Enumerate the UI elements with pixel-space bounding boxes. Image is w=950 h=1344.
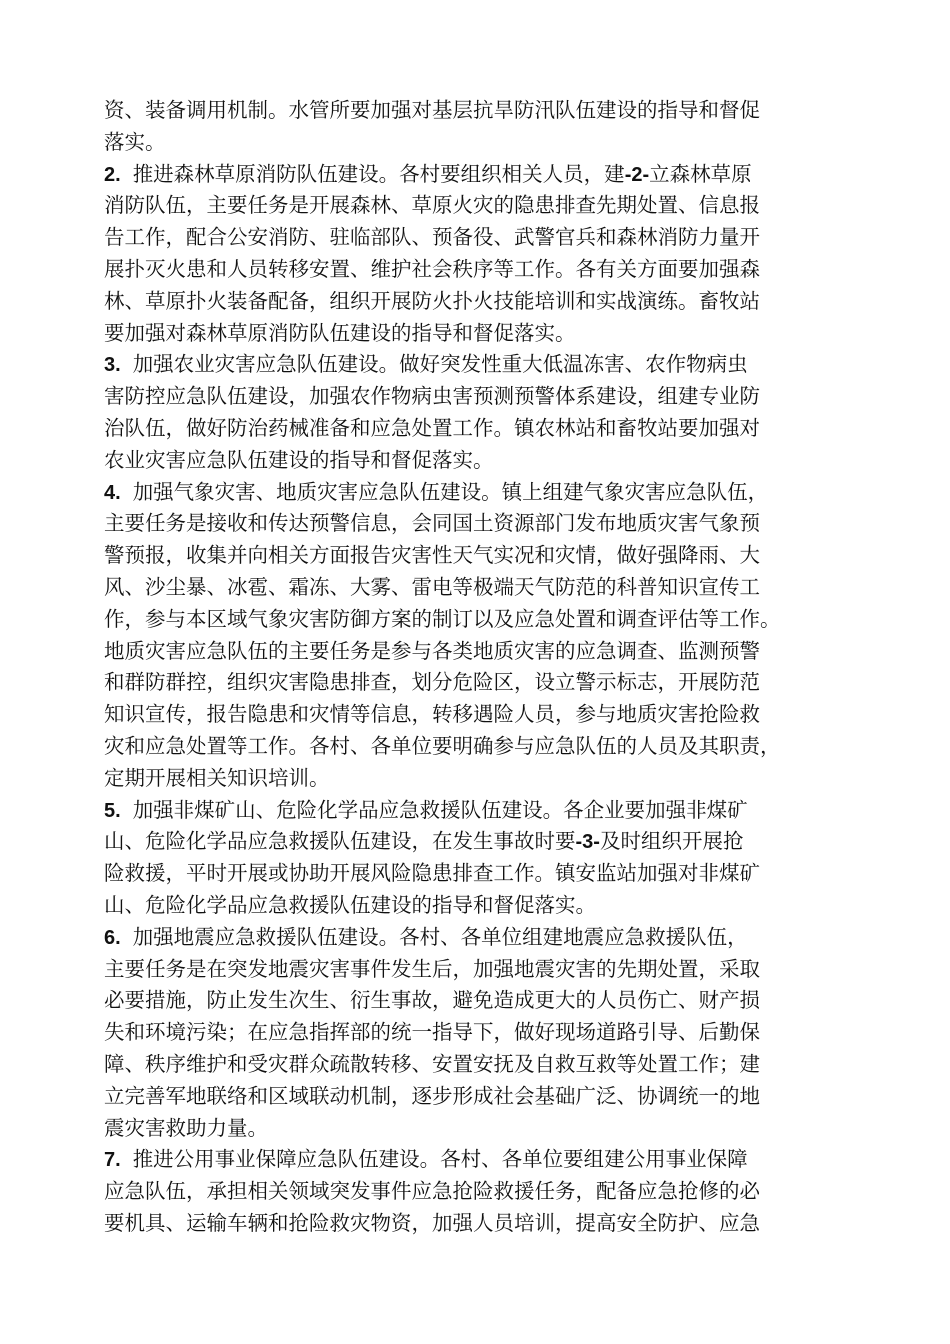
line-text: 应急队伍，承担相关领域突发事件应急抢险救援任务，配备应急抢修的必 <box>104 1179 760 1204</box>
line-text: 农业灾害应急队伍建设的指导和督促落实。 <box>104 447 494 472</box>
text-line <box>104 604 864 636</box>
text-line <box>104 222 864 254</box>
item-number: 5. <box>104 799 121 822</box>
line-text: 加强非煤矿山、危险化学品应急救援队伍建设。各企业要加强非煤矿 <box>132 797 748 822</box>
line-text: 山、危险化学品应急救援队伍建设的指导和督促落实。 <box>104 892 596 917</box>
line-text: 加强农业灾害应急队伍建设。做好突发性重大低温冻害、农作物病虫 <box>132 352 748 377</box>
line-text: 立完善军地联络和区域联动机制，逐步形成社会基础广泛、协调统一的地 <box>104 1083 760 1108</box>
line-text: 治队伍，做好防治药械准备和应急处置工作。镇农林站和畜牧站要加强对 <box>104 415 760 440</box>
text-line <box>104 1176 864 1208</box>
line-text: 主要任务是在突发地震灾害事件发生后，加强地震灾害的先期处置，采取 <box>104 956 760 981</box>
line-text: 落实。 <box>104 129 166 154</box>
text-line <box>104 413 864 445</box>
page-number: -3- <box>575 831 600 854</box>
line-text: 资、装备调用机制。水管所要加强对基层抗旱防汛队伍建设的指导和督促 <box>104 98 760 122</box>
line-text: 和群防群控，组织灾害隐患排查，划分危险区，设立警示标志，开展防范 <box>104 670 760 695</box>
item-number: 4. <box>104 481 121 504</box>
item-number: 6. <box>104 926 121 949</box>
line-text: 山、危险化学品应急救援队伍建设，在发生事故时要 <box>104 829 576 854</box>
line-text: 必要措施，防止发生次生、衍生事故，避免造成更大的人员伤亡、财产损 <box>104 988 760 1013</box>
text-line <box>104 636 864 668</box>
line-text: 作，参与本区域气象灾害防御方案的制订以及应急处置和调查评估等工作。 <box>104 606 781 631</box>
document-body <box>104 95 864 1240</box>
line-text: 警预报，收集并向相关方面报告灾害性天气实况和灾情，做好强降雨、大 <box>104 543 760 568</box>
text-line <box>104 159 864 191</box>
text-line <box>104 540 864 572</box>
line-text: 地质灾害应急队伍的主要任务是参与各类地质灾害的应急调查、监测预警 <box>104 638 760 663</box>
item-number: 3. <box>104 354 121 377</box>
line-text: 风、沙尘暴、冰雹、霜冻、大雾、雷电等极端天气防范的科普知识宣传工 <box>104 574 760 599</box>
text-line <box>104 1144 864 1176</box>
line-text: 加强地震应急救援队伍建设。各村、各单位组建地震应急救援队伍， <box>132 924 748 949</box>
text-line <box>104 1208 864 1240</box>
line-text: 要加强对森林草原消防队伍建设的指导和督促落实。 <box>104 320 576 345</box>
text-line <box>104 890 864 922</box>
text-line <box>104 508 864 540</box>
line-text: 要机具、运输车辆和抢险救灾物资，加强人员培训，提高安全防护、应急 <box>104 1210 760 1235</box>
line-text-continued: 及时组织开展抢 <box>599 829 744 854</box>
line-text: 灾和应急处置等工作。各村、各单位要明确参与应急队伍的人员及其职责， <box>104 733 781 758</box>
text-line <box>104 699 864 731</box>
text-line <box>104 445 864 477</box>
item-number: 7. <box>104 1149 121 1172</box>
text-line <box>104 190 864 222</box>
line-text: 失和环境污染；在应急指挥部的统一指导下，做好现场道路引导、后勤保 <box>104 1020 760 1045</box>
line-text: 展扑灭火患和人员转移安置、维护社会秩序等工作。各有关方面要加强森 <box>104 256 760 281</box>
item-number: 2. <box>104 163 121 186</box>
line-text: 障、秩序维护和受灾群众疏散转移、安置安抚及自救互救等处置工作；建 <box>104 1051 760 1076</box>
text-line <box>104 95 864 127</box>
line-text: 知识宣传，报告隐患和灾情等信息，转移遇险人员，参与地质灾害抢险救 <box>104 702 760 727</box>
line-text: 险救援，平时开展或协助开展风险隐患排查工作。镇安监站加强对非煤矿 <box>104 861 760 886</box>
line-text: 推进森林草原消防队伍建设。各村要组织相关人员，建 <box>132 161 625 186</box>
text-line <box>104 477 864 509</box>
line-text: 震灾害救助力量。 <box>104 1115 268 1140</box>
line-text: 告工作，配合公安消防、驻临部队、预备役、武警官兵和森林消防力量开 <box>104 225 760 250</box>
line-text: 害防控应急队伍建设，加强农作物病虫害预测预警体系建设，组建专业防 <box>104 384 760 409</box>
text-line <box>104 922 864 954</box>
text-line <box>104 572 864 604</box>
text-line <box>104 286 864 318</box>
text-line <box>104 763 864 795</box>
text-line <box>104 826 864 858</box>
text-line <box>104 127 864 159</box>
line-text: 主要任务是接收和传达预警信息，会同国土资源部门发布地质灾害气象预 <box>104 511 760 536</box>
line-text-continued: 立森林草原 <box>649 161 752 186</box>
text-line <box>104 254 864 286</box>
page-number: -2- <box>624 163 650 186</box>
text-line <box>104 349 864 381</box>
text-line <box>104 1081 864 1113</box>
text-line <box>104 858 864 890</box>
text-line <box>104 1049 864 1081</box>
text-line <box>104 667 864 699</box>
text-line <box>104 954 864 986</box>
text-line <box>104 985 864 1017</box>
text-line <box>104 1017 864 1049</box>
text-line <box>104 318 864 350</box>
line-text: 林、草原扑火装备配备，组织开展防火扑火技能培训和实战演练。畜牧站 <box>104 288 760 313</box>
text-line <box>104 381 864 413</box>
text-line <box>104 1113 864 1145</box>
line-text: 推进公用事业保障应急队伍建设。各村、各单位要组建公用事业保障 <box>132 1147 748 1172</box>
line-text: 定期开展相关知识培训。 <box>104 765 330 790</box>
text-line <box>104 795 864 827</box>
line-text: 加强气象灾害、地质灾害应急队伍建设。镇上组建气象灾害应急队伍， <box>132 479 769 504</box>
line-text: 消防队伍，主要任务是开展森林、草原火灾的隐患排查先期处置、信息报 <box>104 193 760 218</box>
text-line <box>104 731 864 763</box>
